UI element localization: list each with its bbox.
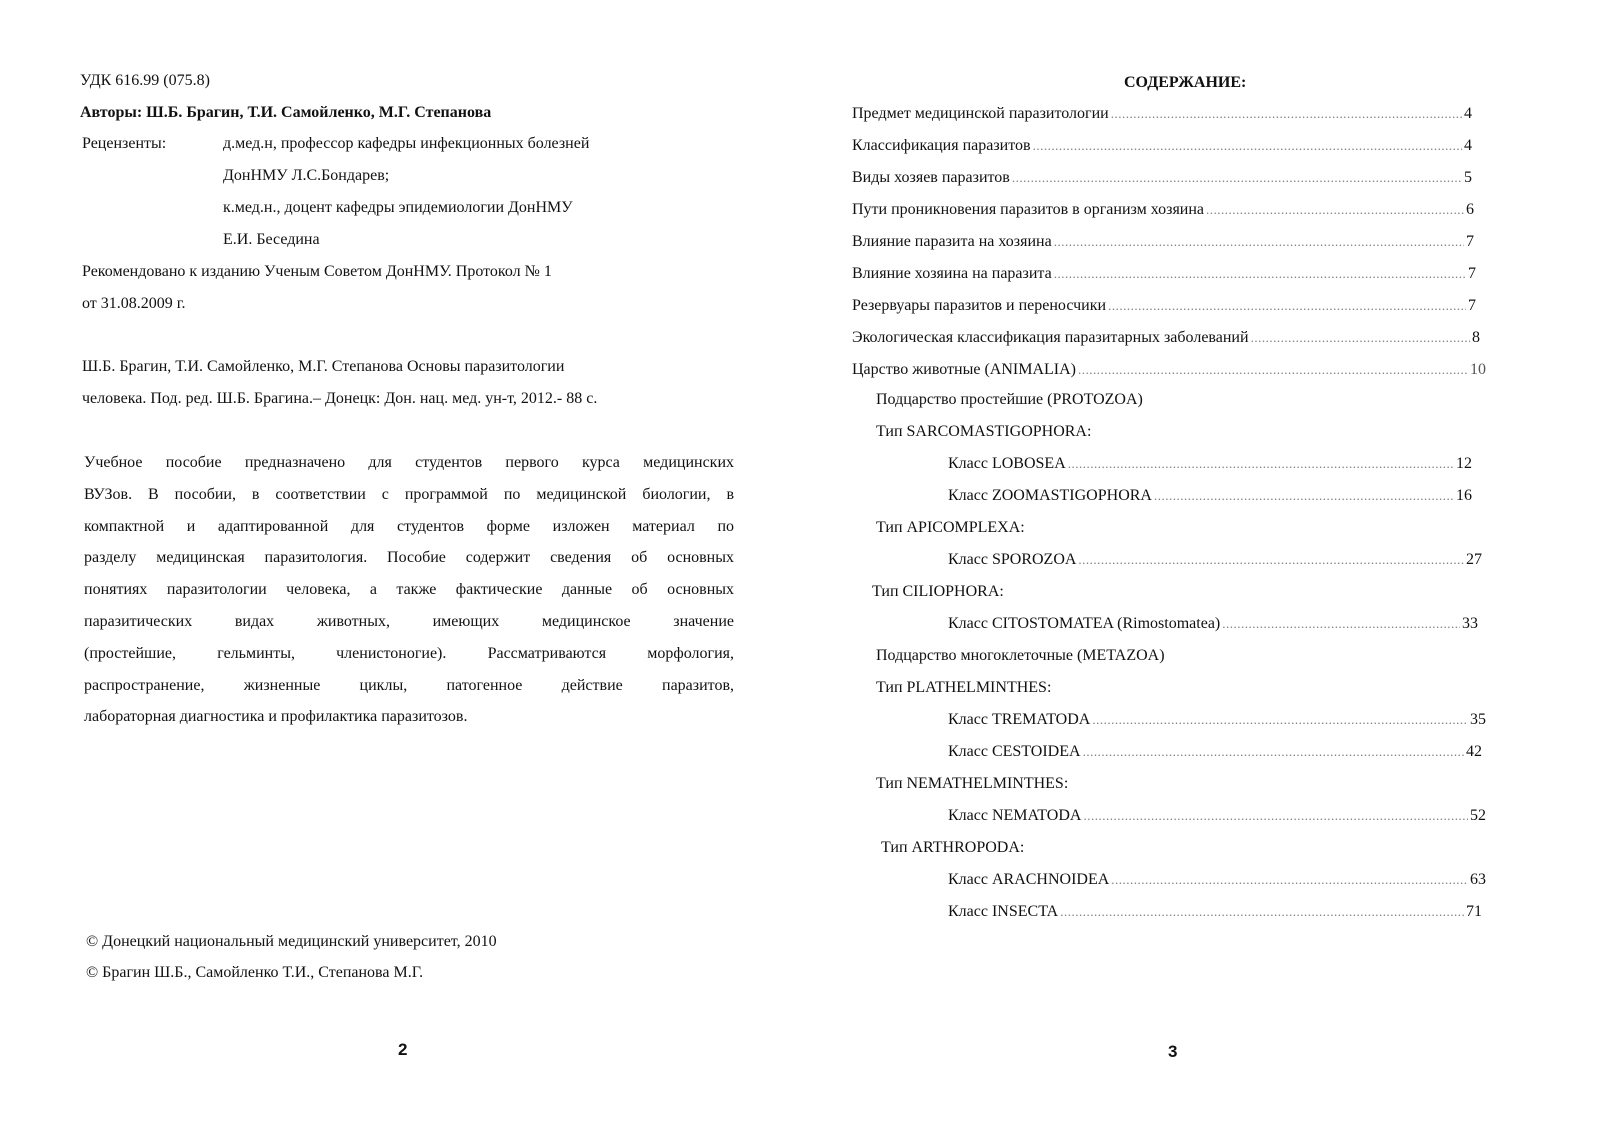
toc-entry-class[interactable] [948, 710, 1486, 730]
toc-subkingdom-protozoa[interactable]: Подцарство простейшие (PROTOZOA) [876, 391, 1143, 408]
toc-entry-class[interactable] [948, 550, 1482, 570]
toc-leader [1092, 710, 1468, 730]
toc-leader [1083, 806, 1468, 826]
toc-type-ciliophora[interactable]: Тип CILIOPHORA: [872, 583, 1004, 600]
toc-title: СОДЕРЖАНИЕ: [1124, 74, 1247, 91]
toc-entry-page: 5 [1464, 169, 1472, 186]
abstract-line: распространение, жизненные циклы, патогенное действие паразитов, [84, 677, 734, 694]
toc-entry-page: 10 [1470, 361, 1486, 378]
toc-type-apicomplexa[interactable]: Тип APICOMPLEXA: [876, 519, 1025, 536]
abstract-line: разделу медицинская паразитология. Пособие содержит сведения об основных [84, 549, 734, 566]
toc-type-nemathelminthes[interactable]: Тип NEMATHELMINTHES: [876, 775, 1069, 792]
toc-entry-class[interactable] [948, 486, 1472, 506]
authors-line: Авторы: Ш.Б. Брагин, Т.И. Самойленко, М.Г. Степанова [80, 104, 492, 121]
toc-entry-class[interactable] [948, 742, 1482, 762]
right-page [800, 0, 1600, 1134]
toc-leader [1251, 328, 1470, 348]
toc-type-arthropoda[interactable]: Тип ARTHROPODA: [881, 839, 1025, 856]
toc-type-plathelminthes[interactable]: Тип PLATHELMINTHES: [876, 679, 1052, 696]
toc-leader [1012, 168, 1462, 188]
toc-entry-text: Класс ZOOMASTIGOPHORA [948, 487, 1152, 504]
toc-leader [1083, 742, 1464, 762]
toc-entry-text: Виды хозяев паразитов [852, 169, 1010, 186]
copyright-line: © Брагин Ш.Б., Самойленко Т.И., Степанова М.Г. [86, 964, 424, 981]
abstract-line: компактной и адаптированной для студентов форме изложен материал по [84, 518, 734, 535]
toc-entry-page: 7 [1468, 297, 1476, 314]
toc-entry-text: Класс SPOROZOA [948, 551, 1077, 568]
abstract-line: ВУЗов. В пособии, в соответствии с программой по медицинской биологии, в [84, 486, 734, 503]
toc-entry-text: Резервуары паразитов и переносчики [852, 297, 1107, 314]
toc-leader [1111, 104, 1462, 124]
toc-entry-class[interactable] [948, 902, 1482, 922]
recommendation-line: Рекомендовано к изданию Ученым Советом ДонНМУ. Протокол № 1 [82, 263, 552, 280]
page-number: 3 [1168, 1042, 1178, 1061]
toc-entry-page: 6 [1466, 201, 1474, 218]
toc-entry-page: 35 [1470, 711, 1486, 728]
toc-entry-page: 27 [1466, 551, 1482, 568]
toc-entry-text: Класс CITOSTOMATEA (Rimostomatea) [948, 615, 1221, 632]
toc-entry[interactable] [852, 264, 1476, 284]
abstract-line: паразитических видах животных, имеющих медицинское значение [84, 613, 734, 630]
toc-leader [1111, 870, 1468, 890]
toc-subkingdom-metazoa[interactable]: Подцарство многоклеточные (METAZOA) [876, 647, 1165, 664]
toc-entry[interactable] [852, 168, 1472, 188]
toc-entry-text: Классификация паразитов [852, 137, 1031, 154]
toc-leader [1060, 902, 1464, 922]
toc-entry-text: Класс ARACHNOIDEA [948, 871, 1110, 888]
abstract-line: Учебное пособие предназначено для студентов первого курса медицинских [84, 454, 734, 471]
toc-entry-page: 4 [1464, 137, 1472, 154]
reviewer-line: ДонНМУ Л.С.Бондарев; [223, 167, 390, 184]
toc-leader [1068, 454, 1454, 474]
toc-entry[interactable] [852, 104, 1472, 124]
toc-leader [1054, 232, 1464, 252]
abstract-line: лабораторная диагностика и профилактика паразитозов. [84, 708, 468, 725]
udk-code: УДК 616.99 (075.8) [80, 72, 210, 89]
reviewer-line: Е.И. Беседина [223, 231, 320, 248]
toc-entry-page: 16 [1456, 487, 1472, 504]
toc-leader [1078, 550, 1464, 570]
toc-entry[interactable] [852, 296, 1476, 316]
citation-line: Ш.Б. Брагин, Т.И. Самойленко, М.Г. Степанова Основы паразитологии [82, 358, 565, 375]
toc-entry[interactable] [852, 328, 1480, 348]
reviewer-line: д.мед.н, профессор кафедры инфекционных болезней [223, 135, 590, 152]
page-number: 2 [398, 1040, 408, 1059]
toc-entry-page: 12 [1456, 455, 1472, 472]
toc-entry-page: 52 [1470, 807, 1486, 824]
toc-entry-page: 33 [1462, 615, 1478, 632]
citation-line: человека. Под. ред. Ш.Б. Брагина.– Донецк: Дон. нац. мед. ун-т, 2012.- 88 с. [82, 390, 598, 407]
toc-entry-text: Предмет медицинской паразитологии [852, 105, 1109, 122]
toc-leader [1108, 296, 1466, 316]
toc-entry-text: Класс NEMATODA [948, 807, 1082, 824]
toc-entry-text: Класс LOBOSEA [948, 455, 1066, 472]
toc-entry-text: Пути проникновения паразитов в организм хозяина [852, 201, 1205, 218]
toc-entry-page: 7 [1468, 265, 1476, 282]
toc-entry-page: 42 [1466, 743, 1482, 760]
toc-entry-text: Класс CESTOIDEA [948, 743, 1081, 760]
toc-entry-text: Влияние хозяина на паразита [852, 265, 1052, 282]
toc-entry-text: Класс INSECTA [948, 903, 1059, 920]
toc-type-sarcomastigophora[interactable]: Тип SARCOMASTIGOPHORA: [876, 423, 1092, 440]
copyright-line: © Донецкий национальный медицинский университет, 2010 [86, 933, 497, 950]
toc-entry-page: 7 [1466, 233, 1474, 250]
abstract-line: понятиях паразитологии человека, а также фактические данные об основных [84, 581, 734, 598]
toc-entry[interactable] [852, 200, 1474, 220]
toc-leader [1054, 264, 1466, 284]
toc-leader [1033, 136, 1462, 156]
toc-leader [1154, 486, 1454, 506]
toc-entry-class[interactable] [948, 806, 1486, 826]
toc-leader [1206, 200, 1464, 220]
toc-entry-page: 71 [1466, 903, 1482, 920]
toc-entry-text: Царство животные (ANIMALIA) [852, 361, 1076, 378]
toc-entry-text: Экологическая классификация паразитарных заболеваний [852, 329, 1249, 346]
toc-entry-page: 4 [1464, 105, 1472, 122]
recommendation-line: от 31.08.2009 г. [82, 295, 186, 312]
toc-entry[interactable] [852, 136, 1472, 156]
toc-leader [1222, 614, 1460, 634]
toc-entry[interactable] [852, 360, 1486, 380]
toc-entry-text: Класс TREMATODA [948, 711, 1091, 728]
toc-entry-page: 63 [1470, 871, 1486, 888]
abstract-line: (простейшие, гельминты, членистоногие). Рассматриваются морфология, [84, 645, 734, 662]
toc-entry[interactable] [852, 232, 1474, 252]
toc-entry-class[interactable] [948, 870, 1486, 890]
toc-entry-class[interactable] [948, 454, 1472, 474]
reviewers-label: Рецензенты: [82, 135, 167, 152]
toc-entry-class[interactable] [948, 614, 1478, 634]
toc-leader [1078, 360, 1468, 380]
toc-entry-page: 8 [1472, 329, 1480, 346]
reviewer-line: к.мед.н., доцент кафедры эпидемиологии ДонНМУ [223, 199, 573, 216]
toc-entry-text: Влияние паразита на хозяина [852, 233, 1052, 250]
